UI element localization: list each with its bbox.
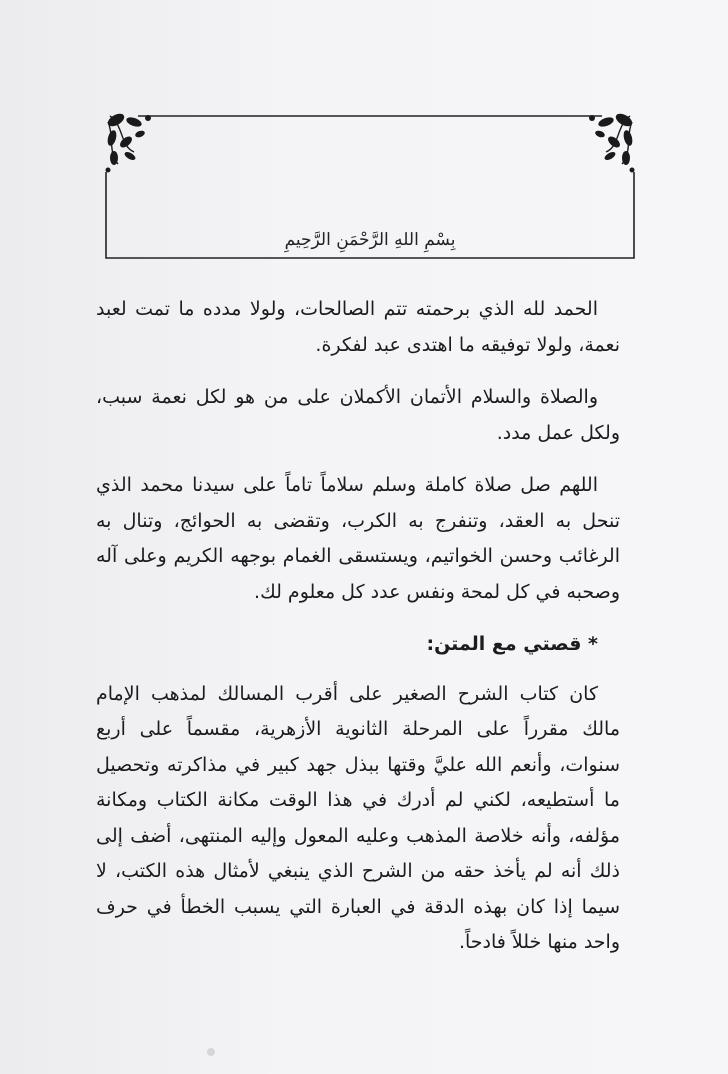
paragraph-praise: الحمد لله الذي برحمته تتم الصالحات، ولولا مدده ما تمت لعبد نعمة، ولولا توفيقه ما اهتدى عبد لفكرة. [96,298,620,356]
paragraph-story: كان كتاب الشرح الصغير على أقرب المسالك لمذهب الإمام مالك مقرراً على المرحلة الثانوية الأزهرية، مقسماً على أربع سنوات، وأنعم الله عليَّ وقتها ببذل جهد كبير في مذاكرته وتحصيل ما أستطيعه، لكني لم أدرك في هذا الوقت مكانة الكتاب ومكانة مؤلفه، وأنه خلاصة المذهب وعليه المعول وإليه المنتهى، أضف إلى ذلك أنه لم يأخذ حقه من الشرح الذي ينبغي لأمثال هذه الكتب، لا سيما إذا كان بهذه الدقة في العبارة التي يسبب الخطأ في حرف واحد منها خللاً فادحاً. [96,682,620,953]
ornamental-header-frame [104,112,636,262]
paragraph-salutation: والصلاة والسلام الأتمان الأكملان على من هو لكل نعمة سبب، ولكل عمل مدد. [96,386,620,444]
page-mark [207,1048,215,1056]
page-body [96,292,620,978]
basmala-calligraphy: بِسْمِ اللهِ الرَّحْمَنِ الرَّحِيمِ [284,230,456,250]
section-heading: * قصتي مع المتن: [426,633,598,655]
paragraph-prayer: اللهم صل صلاة كاملة وسلم سلاماً تاماً على سيدنا محمد الذي تنحل به العقد، وتنفرج به الكرب، وتقضى به الحوائج، وتنال به الرغائب وحسن الخواتيم، ويستسقى الغمام بوجهه الكريم وعلى آله وصحبه في كل لمحة ونفس عدد كل معلوم لك. [96,474,620,603]
